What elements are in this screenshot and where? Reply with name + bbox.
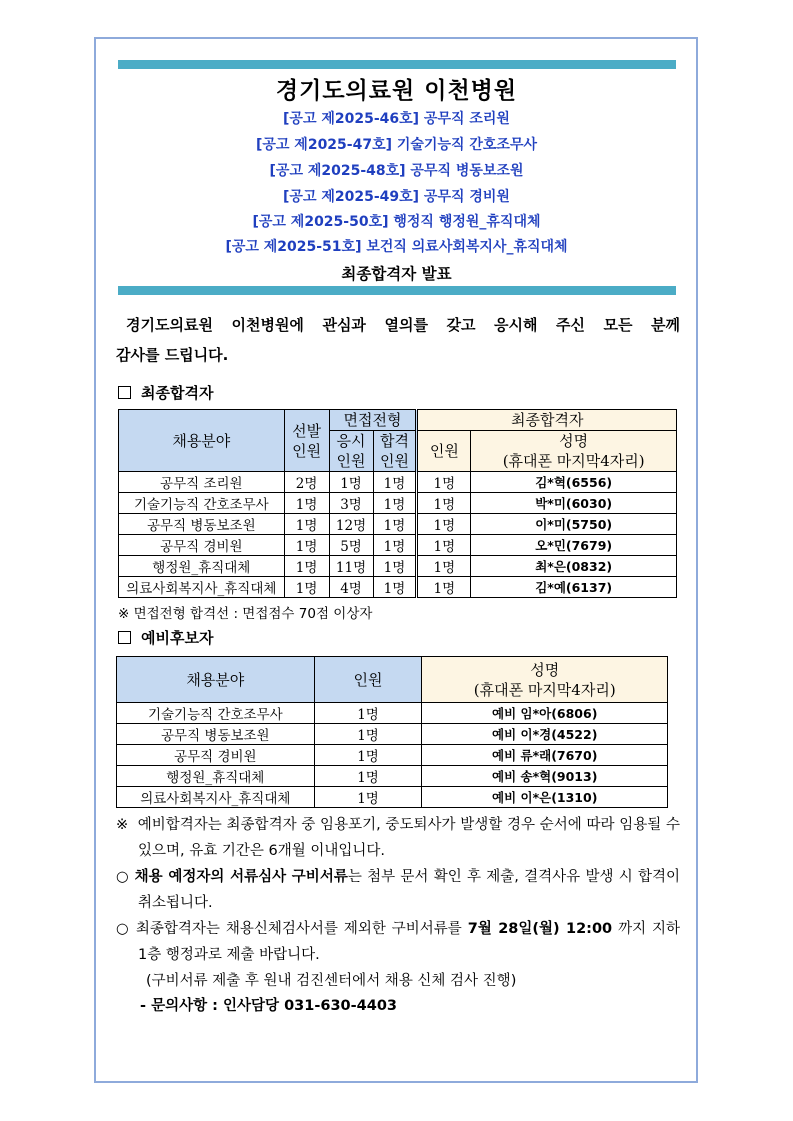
table-row: 의료사회복지사_휴직대체 1명 예비 이*은(1310): [117, 787, 668, 808]
table-row: 행정원_휴직대체 1명 예비 송*혁(9013): [117, 766, 668, 787]
hospital-title: 경기도의료원 이천병원: [275, 78, 518, 104]
notice-50: [공고 제2025-50호] 행정직 행정원_휴직대체: [252, 214, 541, 230]
announcement-subtitle: 최종합격자 발표: [341, 265, 452, 283]
table-row: 의료사회복지사_휴직대체 1명 4명 1명 1명 김*예(6137): [119, 577, 677, 598]
header-passed: 합격 인원: [373, 431, 417, 472]
final-results-table: [118, 409, 677, 598]
reserve-header-count: 인원: [314, 657, 422, 703]
reserve-table: [116, 656, 668, 808]
header-final: 최종합격자: [417, 410, 677, 431]
header-applied: 응시 인원: [329, 431, 373, 472]
header-selected: 선발 인원: [284, 410, 329, 472]
notice-51: [공고 제2025-51호] 보건직 의료사회복지사_휴직대체: [225, 239, 568, 255]
checkbox-square-icon: [118, 386, 131, 399]
health-check-note: (구비서류 제출 후 원내 검진센터에서 채용 신체 검사 진행): [146, 973, 517, 989]
contact-info: - 문의사항 : 인사담당 031-630-4403: [140, 998, 397, 1014]
table-row: 공무직 조리원 2명 1명 1명 1명 김*혁(6556): [119, 472, 677, 493]
intro-paragraph: [116, 310, 680, 370]
intro-line-1: 경기도의료원 이천병원에 관심과 열의를 갖고 응시해 주신 모든 분께: [126, 316, 680, 334]
notice-48: [공고 제2025-48호] 공무직 병동보조원: [269, 163, 524, 179]
table-row: 공무직 병동보조원 1명 예비 이*경(4522): [117, 724, 668, 745]
table-row: 기술기능직 간호조무사 1명 3명 1명 1명 박*미(6030): [119, 493, 677, 514]
interview-cutoff-note: ※ 면접전형 합격선 : 면접점수 70점 이상자: [118, 606, 373, 622]
reserve-header-name: 성명 (휴대폰 마지막4자리): [422, 657, 668, 703]
intro-line-2: 감사를 드립니다.: [116, 346, 229, 364]
header-final-name: 성명 (휴대폰 마지막4자리): [471, 431, 677, 472]
header-bottom-bar: [118, 286, 676, 295]
header-field: 채용분야: [119, 410, 285, 472]
table-row: 공무직 병동보조원 1명 12명 1명 1명 이*미(5750): [119, 514, 677, 535]
reserve-validity-note: ※ 예비합격자는 최종합격자 중 임용포기, 중도퇴사가 발생할 경우 순서에 따라 임용될 수 있으며, 유효 기간은 6개월 이내입니다.: [116, 817, 680, 859]
checkbox-square-icon: [118, 631, 131, 644]
reserve-section-heading: 예비후보자: [118, 627, 213, 648]
reserve-header-field: 채용분야: [117, 657, 315, 703]
notice-49: [공고 제2025-49호] 공무직 경비원: [283, 189, 510, 205]
header-top-bar: [118, 60, 676, 69]
notice-47: [공고 제2025-47호] 기술기능직 간호조무사: [255, 137, 537, 153]
header-final-count: 인원: [417, 431, 471, 472]
header-interview: 면접전형: [329, 410, 417, 431]
submission-deadline-note: ○ 최종합격자는 채용신체검사서를 제외한 구비서류를 7월 28일(월) 12:00 까지 지하 1층 행정과로 제출 바랍니다. (구비서류 제출 후 원내 검진센터에서 채용 신체 검사 진행): [116, 916, 680, 994]
table-row: 기술기능직 간호조무사 1명 예비 임*아(6806): [117, 703, 668, 724]
document-submission-note: ○ 채용 예정자의 서류심사 구비서류는 첨부 문서 확인 후 제출, 결격사유 발생 시 합격이 취소됩니다.: [116, 869, 681, 911]
table-row: 행정원_휴직대체 1명 11명 1명 1명 최*은(0832): [119, 556, 677, 577]
notice-46: [공고 제2025-46호] 공무직 조리원: [283, 111, 510, 127]
table-row: 공무직 경비원 1명 예비 류*래(7670): [117, 745, 668, 766]
table-row: 공무직 경비원 1명 5명 1명 1명 오*민(7679): [119, 535, 677, 556]
final-section-heading: 최종합격자: [118, 382, 213, 403]
